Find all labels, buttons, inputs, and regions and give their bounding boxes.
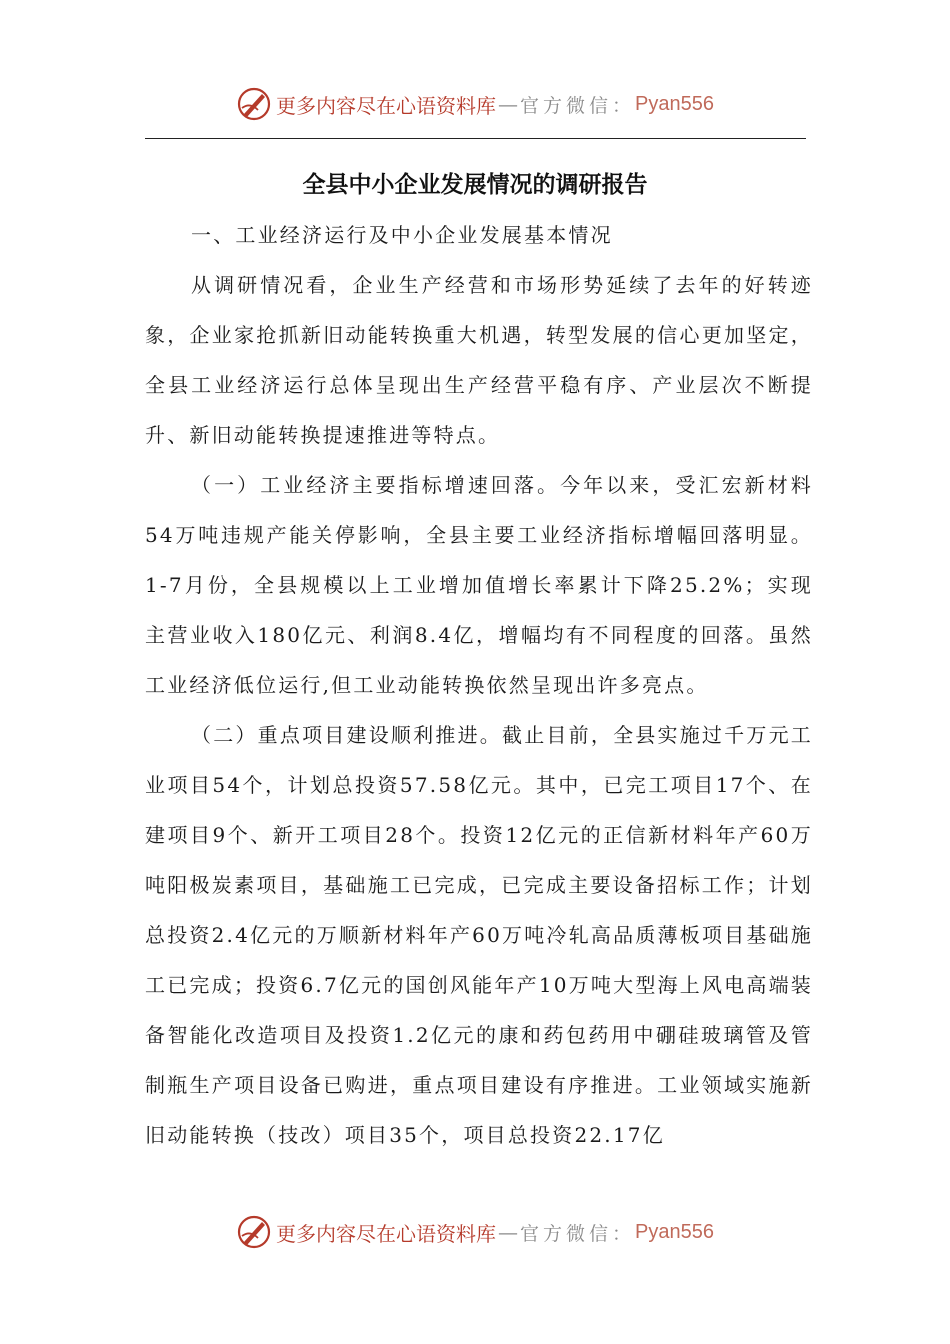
watermark-main-text: 更多内容尽在心语资料库 xyxy=(276,1221,496,1246)
watermark-id: Pyan556 xyxy=(635,92,714,115)
watermark-banner-bottom xyxy=(0,1210,950,1254)
header-divider xyxy=(145,138,806,139)
watermark-id: Pyan556 xyxy=(635,1220,714,1243)
paragraph: （二）重点项目建设顺利推进。截止目前，全县实施过千万元工业项目54个，计划总投资57.58亿元。其中，已完工项目17个、在建项目9个、新开工项目28个。投资12亿元的正信新材料年产60万吨阳极炭素项目，基础施工已完成，已完成主要设备招标工作；计划总投资2.4亿元的万顺新材料年产60万吨冷轧高品质薄板项目基础施工已完成；投资6.7亿元的国创风能年产10万吨大型海上风电高端装备智能化改造项目及投资1.2亿元的康和药包药用中硼硅玻璃管及管制瓶生产项目设备已购进，重点项目建设有序推进。工业领域实施新旧动能转换（技改）项目35个，项目总投资22.17亿 xyxy=(145,723,813,1147)
paragraph: （一）工业经济主要指标增速回落。今年以来，受汇宏新材料54万吨违规产能关停影响，全县主要工业经济指标增幅回落明显。1-7月份，全县规模以上工业增加值增长率累计下降25.2%；实现主营业收入180亿元、利润8.4亿，增幅均有不同程度的回落。虽然工业经济低位运行,但工业动能转换依然呈现出许多亮点。 xyxy=(145,473,813,697)
watermark-separator: — xyxy=(498,92,518,116)
watermark-main-text: 更多内容尽在心语资料库 xyxy=(276,93,496,118)
watermark-banner-top xyxy=(0,82,950,126)
document-body xyxy=(145,210,813,1160)
watermark-label: 官方微信： xyxy=(520,1222,636,1245)
watermark-label: 官方微信： xyxy=(520,94,636,117)
paragraph: 从调研情况看，企业生产经营和市场形势延续了去年的好转迹象，企业家抢抓新旧动能转换重大机遇，转型发展的信心更加坚定，全县工业经济运行总体呈现出生产经营平稳有序、产业层次不断提升、新旧动能转换提速推进等特点。 xyxy=(145,273,813,447)
section-heading: 一、工业经济运行及中小企业发展基本情况 xyxy=(191,223,613,247)
pen-logo-icon xyxy=(236,86,272,122)
pen-logo-icon xyxy=(236,1214,272,1250)
watermark-separator: — xyxy=(498,1220,518,1244)
document-title: 全县中小企业发展情况的调研报告 xyxy=(302,172,648,198)
